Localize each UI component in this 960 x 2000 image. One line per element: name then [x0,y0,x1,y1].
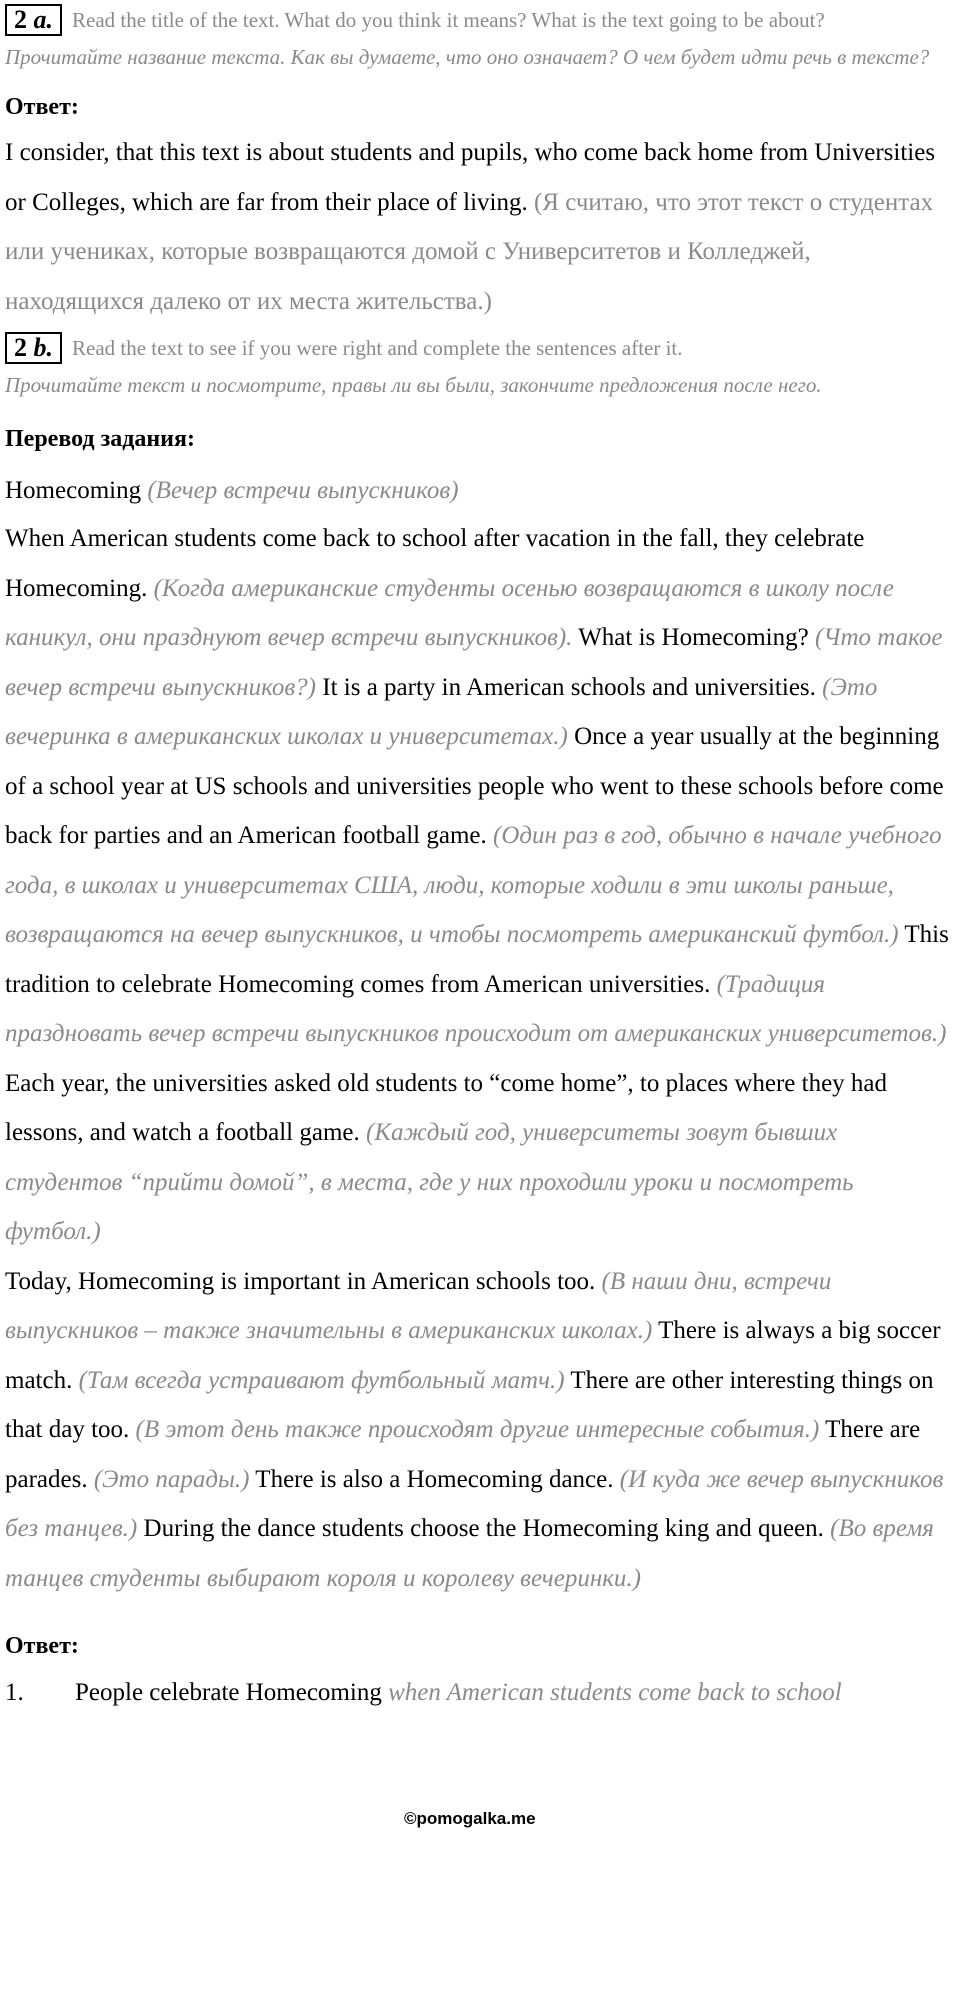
translation-ru-segment: (И куда же вечер выпускников без танцев.) [5,1465,944,1542]
text-en-segment: During the dance students choose the Homecoming king and queen. [137,1515,831,1542]
answer-b-heading: Ответ: [5,1633,79,1659]
answer-list-item [5,1673,955,1713]
answer-a-heading: Ответ: [5,94,79,120]
task-b-instruction-ru: Прочитайте текст и посмотрите, правы ли вы были, закончите предложения после него. [5,373,822,397]
task-a-instruction-ru: Прочитайте название текста. Как вы думаете, что оно означает? О чем будет идти речь в тексте? [5,45,930,69]
text-en-segment: Today, Homecoming is important in American schools too. [5,1267,602,1295]
task-b-label: 2 b. [5,332,62,364]
text-en-segment: What is Homecoming? [572,624,815,651]
text-en-segment: Once a year usually at the beginning of a school year at US schools and universities people who went to these schools before come back for parties and an American football game. [5,723,944,849]
text-title-en: Homecoming [5,477,142,504]
translation-paragraph-2 [5,1257,955,1604]
list-item-number: 1. [5,1679,24,1706]
translation-ru-segment: (Там всегда устраивают футбольный матч.) [78,1366,565,1394]
task-a-header [5,4,955,36]
task-b-header [5,332,955,364]
page [5,0,955,1713]
answer-b-list [5,1673,955,1713]
task-a-label: 2 a. [5,4,62,36]
text-en-segment: It is a party in American schools and universities. [316,673,823,701]
translation-ru-segment: (В наши дни, встречи выпускников – также значительны в американских школах.) [5,1267,832,1344]
answer-a-text [5,128,955,326]
text-en-segment: There are other interesting things on that day too. [5,1366,934,1443]
translation-paragraph-1 [5,514,955,1257]
text-en-segment: When American students come back to school after vacation in the fall, they celebrate Homecoming. [5,525,865,602]
translation-ru-segment: (Каждый год, университеты зовут бывших студентов “прийти домой”, в места, где у них проходили уроки и посмотреть футбол.) [5,1119,854,1245]
text-en-segment: Each year, the universities asked old students to “come home”, to places where they had lessons, and watch a football game. [5,1069,888,1146]
translation-ru-segment: (Один раз в год, обычно в начале учебного года, в школах и университетах США, люди, которые ходили в эти школы раньше, возвращаются на вечер выпускников, и чтобы посмотреть американский футбол.) [5,822,942,948]
translation-ru-segment: (В этот день также происходят другие интересные события.) [135,1416,820,1443]
list-item-text [75,1673,842,1713]
watermark: ©pomogalka.me [404,1809,536,1828]
answer-a-text-en: I consider, that this text is about students and pupils, who come back home from Universities or Colleges, which are far from their place of living. [5,139,936,216]
translation-ru-segment: (Во время танцев студенты выбирают короля и королеву вечеринки.) [5,1515,934,1592]
text-en-segment: This tradition to celebrate Homecoming comes from American universities. [5,921,949,998]
translation-ru-segment: (Это вечеринка в американских школах и университетах.) [5,673,878,750]
task-b-instruction-en: Read the text to see if you were right and complete the sentences after it. [72,336,683,360]
text-en-segment: There are parades. [5,1416,921,1493]
text-en-segment: There is also a Homecoming dance. [249,1465,620,1493]
text-title-ru: (Вечер встречи выпускников) [147,477,459,504]
text-en-segment: There is always a big soccer match. [5,1317,941,1394]
translation-heading: Перевод задания: [5,426,195,452]
answer-a-text-ru: (Я считаю, что этот текст о студентах или учениках, которые возвращаются домой с Университетов и Колледжей, находящихся далеко от их места жительства.) [5,188,934,315]
task-a-instruction-en: Read the title of the text. What do you think it means? What is the text going to be about? [72,8,825,32]
translation-ru-segment: (Когда американские студенты осенью возвращаются в школу после каникул, они празднуют вечер встречи выпускников). [5,574,894,651]
translation-ru-segment: (Что такое вечер встречи выпускников?) [5,624,943,701]
list-item-answer: when American students come back to school [388,1679,842,1706]
text-title [5,468,955,514]
translation-ru-segment: (Традиция праздновать вечер встречи выпускников происходит от американских университетов.) [5,970,947,1047]
list-item-prompt: People celebrate Homecoming [75,1679,389,1706]
translation-ru-segment: (Это парады.) [93,1465,250,1493]
